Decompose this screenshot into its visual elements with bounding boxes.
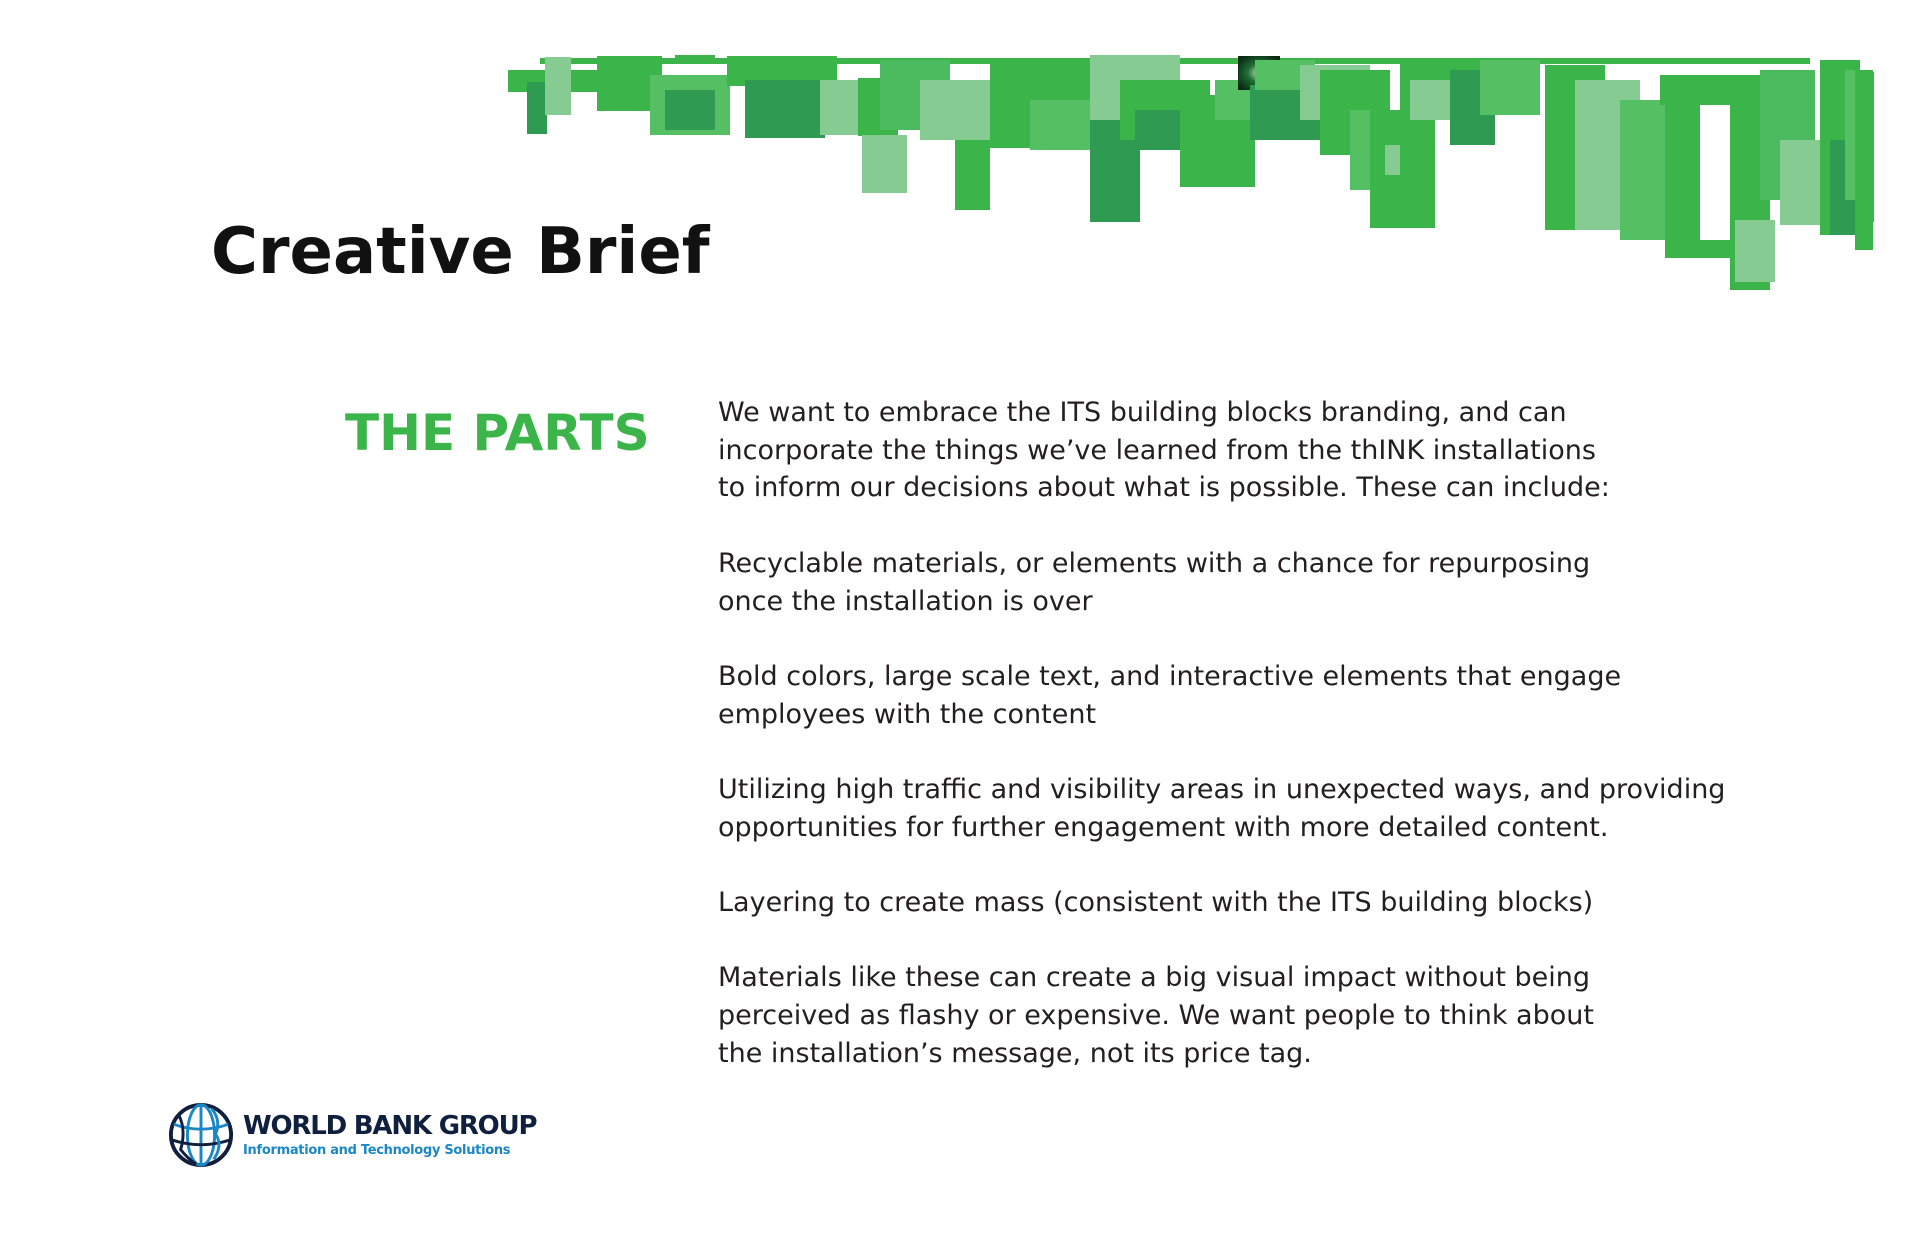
paragraph-intro: We want to embrace the ITS building blocks branding, and can incorporate the things we’ve learned from the thINK installations to inform our decisions about what is possible. These can include:: [718, 397, 1610, 504]
body-text: [718, 394, 1778, 1110]
logo-tagline: Information and Technology Solutions: [243, 1143, 511, 1158]
paragraph-high-traffic: Utilizing high traffic and visibility areas in unexpected ways, and providing opportunities for further engagement with more detailed content.: [718, 773, 1726, 843]
paragraph-layering: Layering to create mass (consistent with the ITS building blocks): [718, 887, 1594, 919]
paragraph-recyclable: Recyclable materials, or elements with a chance for repurposing once the installation is over: [718, 547, 1591, 617]
section-heading: THE PARTS: [345, 404, 650, 462]
logo-name: WORLD BANK GROUP: [243, 1111, 537, 1141]
page-title: Creative Brief: [211, 215, 710, 289]
logo-text: [243, 1113, 536, 1157]
paragraph-materials: Materials like these can create a big visual impact without being perceived as flashy or expensive. We want people to think about the installation’s message, not its price tag.: [718, 962, 1594, 1069]
paragraph-bold-colors: Bold colors, large scale text, and interactive elements that engage employees with the content: [718, 660, 1622, 730]
world-bank-group-logo: [167, 1100, 536, 1170]
globe-icon: [167, 1101, 235, 1169]
